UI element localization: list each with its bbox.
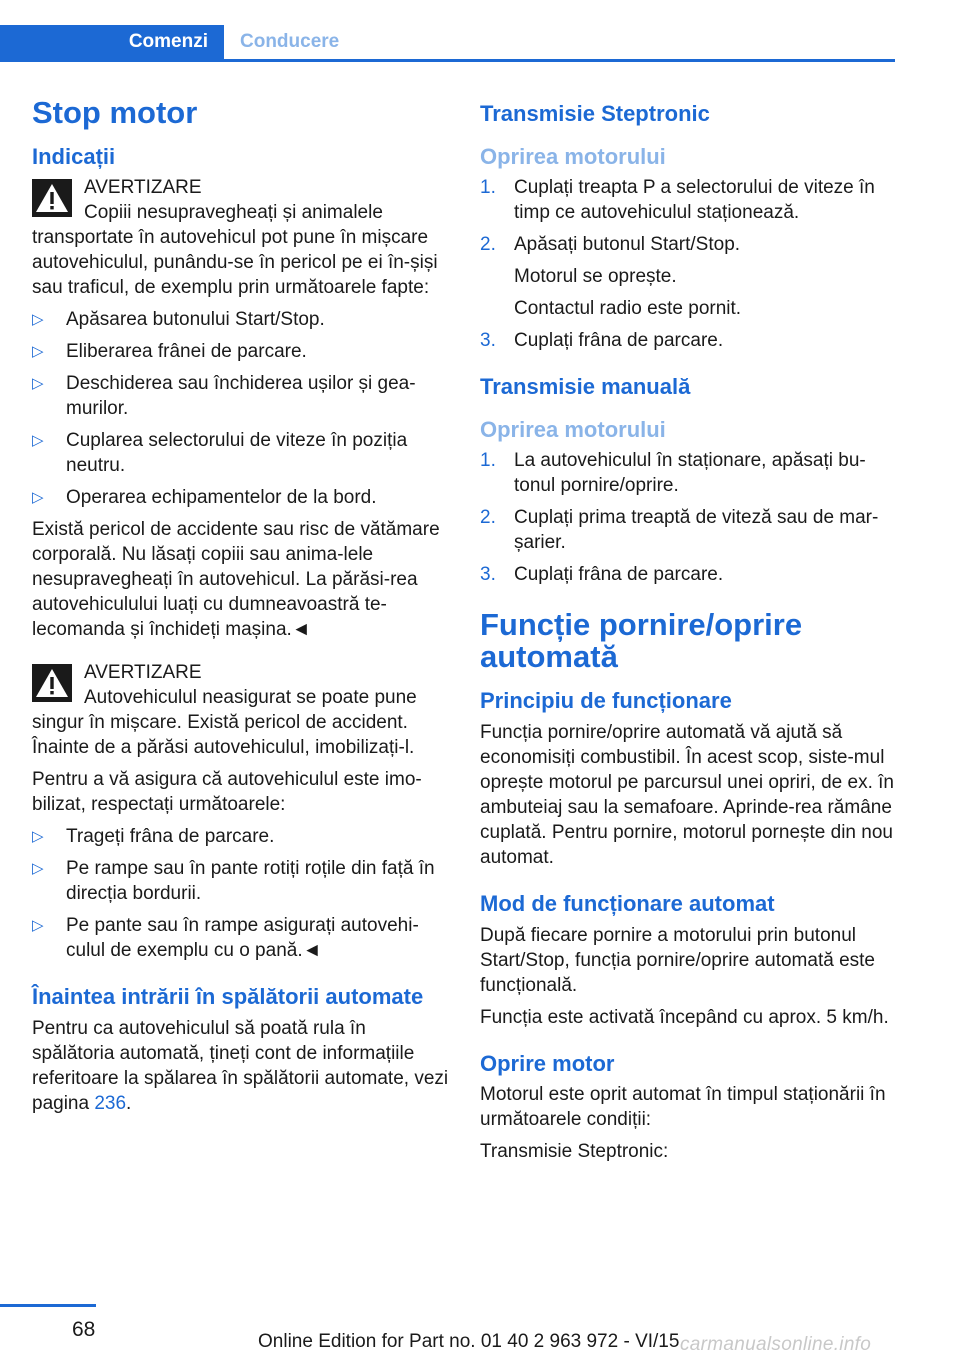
triangle-bullet-icon: ▷ <box>32 432 44 450</box>
warning-title: AVERTIZARE <box>84 177 202 199</box>
triangle-bullet-icon: ▷ <box>32 375 44 393</box>
list-item: ▷ Apăsarea butonului Start/Stop. <box>32 309 325 331</box>
list-item: ▷ Pe pante sau în rampe asigurați autovehi-culul de exemplu cu o pană.◄ <box>32 915 419 962</box>
list-item: 2. Apăsați butonul Start/Stop. Motorul se oprește. Contactul radio este pornit. <box>480 232 898 321</box>
triangle-bullet-icon: ▷ <box>32 828 44 846</box>
list-item: ▷ Operarea echipamentelor de la bord. <box>32 487 377 509</box>
tab-comenzi[interactable]: Comenzi <box>0 25 224 59</box>
triangle-bullet-icon: ▷ <box>32 343 44 361</box>
heading-steptronic: Transmisie Steptronic <box>480 101 710 126</box>
list-item: ▷ Trageți frâna de parcare. <box>32 826 275 848</box>
heading-oprire-motor: Oprire motor <box>480 1050 615 1076</box>
paragraph-immobilize: Pentru a vă asigura că autovehiculul este imo-bilizat, respectați următoarele: <box>32 769 422 816</box>
triangle-bullet-icon: ▷ <box>32 917 44 935</box>
warning-title: AVERTIZARE <box>84 662 202 684</box>
step-note: Contactul radio este pornit. <box>514 298 742 320</box>
warning-block-2 <box>32 660 450 760</box>
paragraph-oprire: Motorul este oprit automat în timpul staționării în următoarele condiții: <box>480 1084 886 1131</box>
warning-text: Copiii nesupravegheați și animalele transportate în autovehicul pot pune în mișcare autovehiculul, punându-se în pericol pe ei în-șiși sau traficul, de exemplu prin următoarele fapte: <box>32 202 438 299</box>
triangle-bullet-icon: ▷ <box>32 489 44 507</box>
right-column <box>480 95 898 1171</box>
heading-spalatorie: Înaintea intrării în spălătorii automate <box>32 984 424 1010</box>
list-item: ▷ Cuplarea selectorului de viteze în poziția neutru. <box>32 430 408 477</box>
list-item: 1. La autovehiculul în staționare, apăsați bu-tonul pornire/oprire. <box>480 450 866 497</box>
paragraph-danger: Există pericol de accidente sau risc de vătămare corporală. Nu lăsați copiii sau anima-lele nesupravegheați în autovehicul. La părăsi-rea autovehiculului luați cu dumneavoastră te-lecomanda și închideți mașina.◄ <box>32 519 440 641</box>
watermark: carmanualsonline.info <box>680 1334 872 1355</box>
warning-triangle-icon <box>32 664 72 702</box>
list-item: 1. Cuplați treapta P a selectorului de viteze în timp ce autovehiculul staționează. <box>480 177 875 224</box>
warning-text: Autovehiculul neasigurat se poate pune singur în mișcare. Există pericol de accident. Înainte de a părăsi autovehiculul, imobilizați-l. <box>32 687 417 759</box>
list-item: 2. Cuplați prima treaptă de viteză sau de mar-șarier. <box>480 507 879 554</box>
triangle-bullet-icon: ▷ <box>32 860 44 878</box>
bullet-list-2 <box>32 824 450 963</box>
warning-triangle-icon <box>32 179 72 217</box>
page-link-236[interactable]: 236 <box>94 1092 127 1114</box>
heading-oprirea-motorului-2: Oprirea motorului <box>480 416 666 442</box>
list-item: ▷ Deschiderea sau închiderea ușilor și gea-murilor. <box>32 373 416 420</box>
steps-list-2 <box>480 448 898 587</box>
bullet-list-1 <box>32 307 450 510</box>
list-item: 3. Cuplați frâna de parcare. <box>480 564 724 586</box>
paragraph-mod-1: După fiecare pornire a motorului prin butonul Start/Stop, funcția pornire/oprire automată este funcțională. <box>480 924 875 996</box>
heading-principiu: Principiu de funcționare <box>480 688 732 714</box>
footer-rule <box>0 1304 96 1307</box>
list-item: ▷ Pe rampe sau în pante rotiți roțile din față în direcția bordurii. <box>32 858 435 905</box>
heading-mod-automat: Mod de funcționare automat <box>480 890 775 916</box>
header-tabs <box>0 25 895 62</box>
paragraph-steptronic: Transmisie Steptronic: <box>480 1141 669 1163</box>
heading-oprirea-motorului-1: Oprirea motorului <box>480 143 666 169</box>
step-note: Motorul se oprește. <box>514 266 677 288</box>
tab-conducere[interactable]: Conducere <box>240 31 340 52</box>
page-number: 68 <box>72 1318 96 1341</box>
paragraph-principiu: Funcția pornire/oprire automată vă ajută să economisiți combustibil. În acest scop, siste-mul oprește motorul pe parcursul unei opriri, de ex. în ambuteiaj sau la semafoare. Aprinde-rea rămâne cuplată. Pentru pornire, motorul pornește din nou automat. <box>480 721 894 868</box>
warning-block-1 <box>32 175 450 300</box>
list-item: ▷ Eliberarea frânei de parcare. <box>32 341 307 363</box>
steps-list-1 <box>480 175 898 353</box>
paragraph-mod-2: Funcția este activată începând cu aprox. 5 km/h. <box>480 1006 889 1028</box>
list-item: 3. Cuplați frâna de parcare. <box>480 330 724 352</box>
section-title-stop-motor: Stop motor <box>32 95 198 130</box>
left-column <box>32 95 450 1123</box>
triangle-bullet-icon: ▷ <box>32 311 44 329</box>
edition-text: Online Edition for Part no. 01 40 2 963 972 - VI/15 <box>258 1331 680 1352</box>
paragraph-spalatorie: Pentru ca autovehiculul să poată rula în spălătoria automată, țineți cont de informațiile referitoare la spălarea în spălătorii automate, vezi pagina 236. <box>32 1017 449 1114</box>
heading-indicatii: Indicații <box>32 143 116 169</box>
section-title-start-stop-auto: Funcție pornire/oprire automată <box>480 607 803 675</box>
heading-manuala: Transmisie manuală <box>480 374 691 400</box>
